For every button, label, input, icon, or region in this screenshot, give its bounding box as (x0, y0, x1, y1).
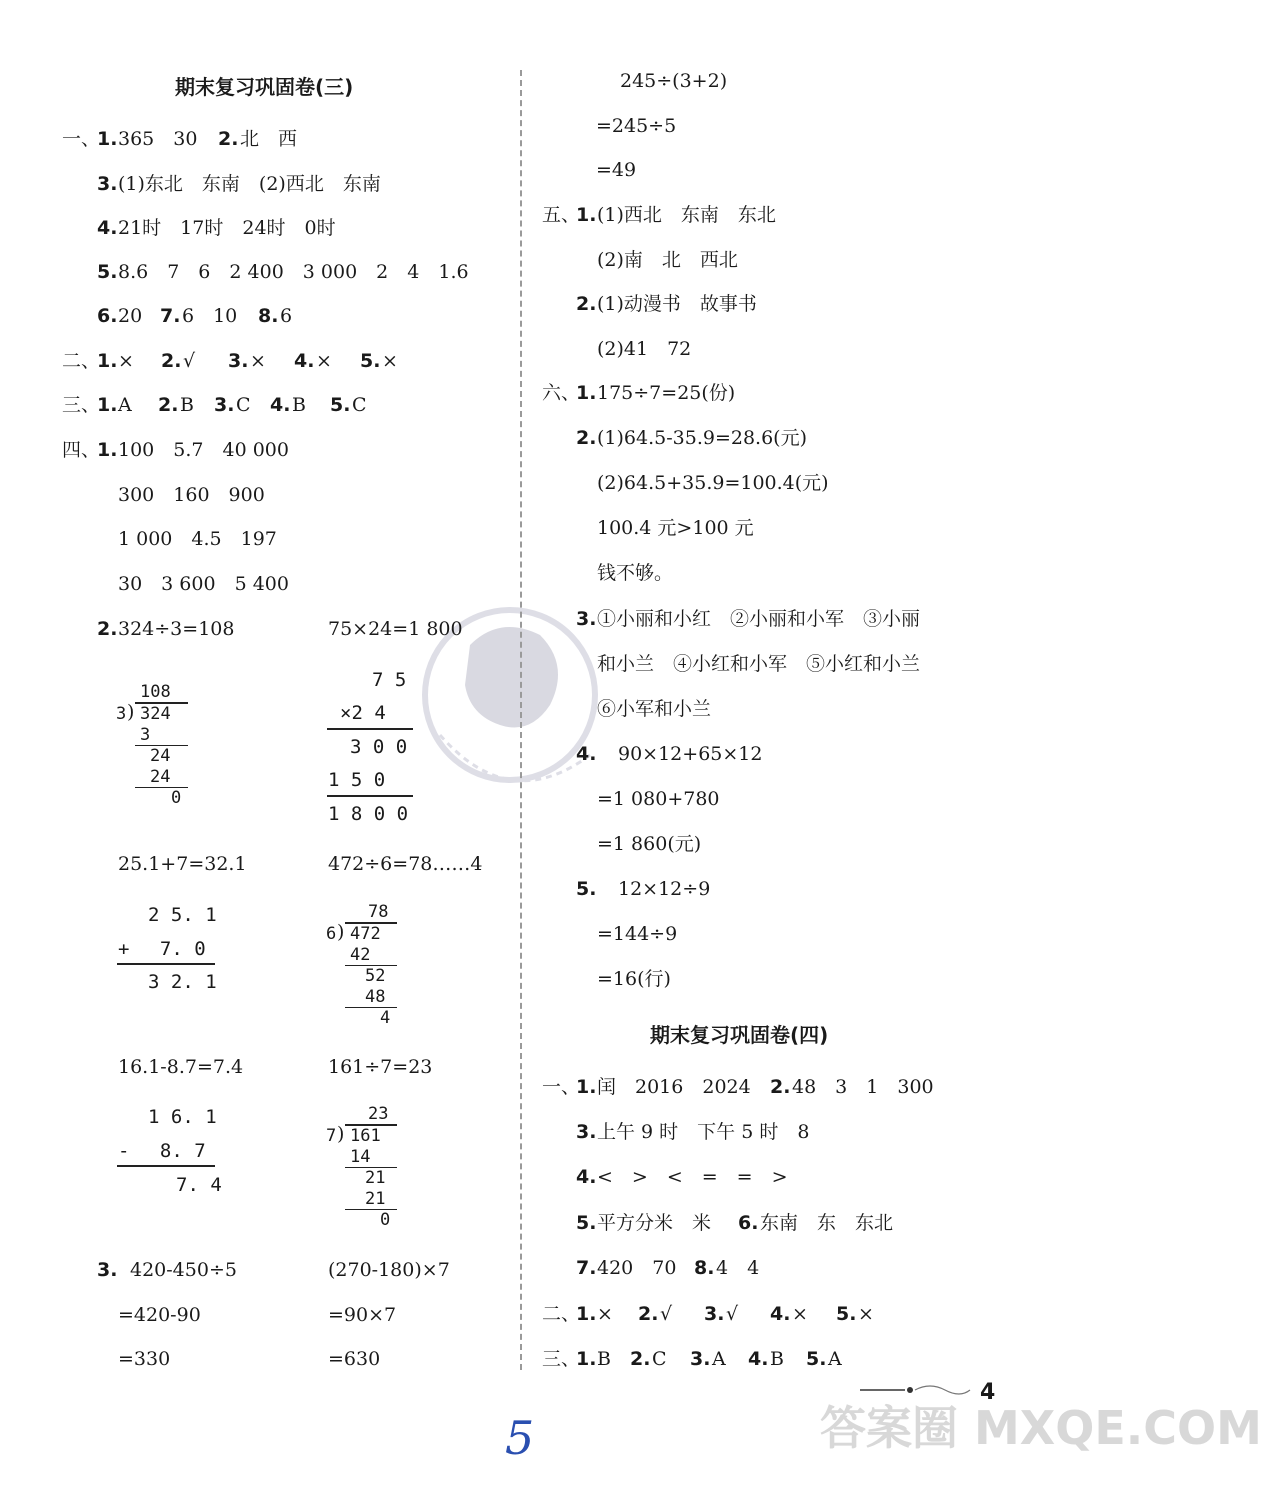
answer-text: 平方分米 米 (597, 1212, 712, 1234)
answer-text: × (382, 350, 398, 372)
equation: =1 860(元) (597, 833, 702, 855)
question-number: 3. (97, 1259, 118, 1281)
page-title: 期末复习巩固卷(三) (175, 75, 354, 99)
answer-text: (1)动漫书 故事书 (597, 293, 757, 315)
vertical-calc-row: + 7. 0 (118, 938, 206, 960)
equation: =144÷9 (597, 923, 678, 945)
answer-text: B (292, 394, 306, 416)
equation: =420-90 (118, 1304, 201, 1326)
division-quotient: 108 (140, 682, 171, 702)
question-number: 4. (97, 217, 118, 239)
answer-row: 1 000 4.5 197 (118, 528, 277, 550)
question-number: 4. (770, 1303, 791, 1325)
division-step: 48 (365, 987, 386, 1007)
answer-text: (2)41 72 (597, 338, 692, 360)
question-number: 2. (576, 427, 597, 449)
question-number: 5. (576, 878, 597, 900)
equation: =330 (118, 1348, 171, 1370)
equation: 420-450÷5 (130, 1259, 237, 1281)
answer-row: 300 160 900 (118, 484, 265, 506)
question-number: 8. (694, 1257, 715, 1279)
vertical-calc-row: 3 2. 1 (148, 971, 217, 993)
equation: 472÷6=78……4 (328, 853, 483, 875)
division-dividend: 161 (350, 1126, 381, 1146)
equation: =16(行) (597, 968, 671, 990)
site-watermark-logo: 答案圈 MXQE.COM (820, 1401, 1262, 1455)
vertical-calc-line (117, 1165, 215, 1167)
section-title: 期末复习巩固卷(四) (650, 1023, 829, 1047)
question-number: 1. (576, 1076, 597, 1098)
vertical-calc-row: 7 5 (372, 669, 407, 691)
section-marker: 四、 (62, 439, 101, 461)
answer-text: A (118, 394, 132, 416)
question-number: 2. (630, 1348, 651, 1370)
equation: 12×12÷9 (618, 878, 711, 900)
division-quotient: 78 (368, 902, 389, 922)
vertical-calc-row: 3 0 0 (350, 736, 408, 758)
division-step: 3 (140, 725, 151, 745)
question-number: 4. (576, 1166, 597, 1188)
answer-text: 6 10 (182, 305, 238, 327)
answer-text: B (180, 394, 194, 416)
question-number: 2. (161, 350, 182, 372)
answer-text: 48 3 1 300 (792, 1076, 934, 1098)
vertical-calc-line (327, 728, 413, 730)
answer-text: 东南 东 东北 (760, 1212, 894, 1234)
answer-text: (2)64.5+35.9=100.4(元) (597, 472, 829, 494)
answer-text: 21时 17时 24时 0时 (118, 217, 336, 239)
division-dividend: 472 (350, 924, 381, 944)
division-bracket: ) (337, 1123, 345, 1145)
answer-text: C (352, 394, 367, 416)
answer-text: × (316, 350, 332, 372)
division-dividend: 324 (140, 704, 171, 724)
answer-text: × (792, 1303, 808, 1325)
question-number: 1. (97, 350, 118, 372)
division-remainder: 4 (380, 1008, 391, 1028)
vertical-calc-row: 1 6. 1 (148, 1106, 217, 1128)
division-step: 14 (350, 1147, 371, 1167)
answer-text: B (597, 1348, 611, 1370)
equation: =245÷5 (596, 115, 677, 137)
question-number: 5. (576, 1212, 597, 1234)
division-bracket: ) (127, 701, 135, 723)
answer-text: 闰 2016 2024 (597, 1076, 751, 1098)
answer-text: × (250, 350, 266, 372)
question-number: 3. (704, 1303, 725, 1325)
vertical-calc-row: 7. 4 (176, 1174, 222, 1196)
question-number: 6. (97, 305, 118, 327)
answer-text: 20 (118, 305, 143, 327)
question-number: 5. (330, 394, 351, 416)
question-number: 3. (576, 1121, 597, 1143)
vertical-calc-line (117, 963, 215, 965)
section-marker: 二、 (542, 1303, 581, 1325)
page-number: 4 (980, 1380, 996, 1405)
vertical-calc-row: 1 5 0 (328, 769, 386, 791)
question-number: 1. (576, 204, 597, 226)
question-number: 2. (770, 1076, 791, 1098)
question-number: 2. (218, 128, 239, 150)
answer-text: 6 (280, 305, 293, 327)
division-bracket: ) (337, 921, 345, 943)
question-number: 4. (576, 743, 597, 765)
division-divisor: 6 (326, 924, 337, 944)
answer-text: < > < = = > (597, 1166, 788, 1188)
vertical-calc-row: 2 5. 1 (148, 904, 217, 926)
question-number: 2. (576, 293, 597, 315)
answer-text: A (828, 1348, 842, 1370)
division-remainder: 0 (171, 788, 182, 808)
question-number: 8. (258, 305, 279, 327)
division-quotient: 23 (368, 1104, 389, 1124)
question-number: 1. (97, 128, 118, 150)
answer-text: 8.6 7 6 2 400 3 000 2 4 1.6 (118, 261, 469, 283)
section-marker: 二、 (62, 350, 101, 372)
answer-text: √ (660, 1303, 673, 1325)
answer-row: 100 5.7 40 000 (118, 439, 289, 461)
question-number: 1. (576, 1303, 597, 1325)
equation: =49 (596, 159, 637, 181)
answer-text: 和小兰 ④小红和小军 ⑤小红和小兰 (597, 653, 921, 675)
division-step: 42 (350, 945, 371, 965)
vertical-calc-row: - 8. 7 (118, 1140, 206, 1162)
answer-text: (1)东北 东南 (2)西北 东南 (118, 173, 381, 195)
answer-text: 365 30 (118, 128, 198, 150)
answer-text: × (118, 350, 134, 372)
equation: 324÷3=108 (118, 618, 235, 640)
question-number: 6. (738, 1212, 759, 1234)
division-step: 52 (365, 966, 386, 986)
vertical-calc-line (327, 795, 413, 797)
answer-text: √ (183, 350, 196, 372)
answer-text: 420 70 (597, 1257, 677, 1279)
answer-text: 4 4 (716, 1257, 760, 1279)
question-number: 4. (748, 1348, 769, 1370)
section-marker: 一、 (542, 1076, 581, 1098)
question-number: 3. (690, 1348, 711, 1370)
equation: 161÷7=23 (328, 1056, 433, 1078)
division-remainder: 0 (380, 1210, 391, 1230)
answer-text: 175÷7=25(份) (597, 382, 736, 404)
equation: 75×24=1 800 (328, 618, 463, 640)
question-number: 2. (97, 618, 118, 640)
question-number: 1. (576, 1348, 597, 1370)
answer-text: 上午 9 时 下午 5 时 8 (597, 1121, 810, 1143)
answer-text: B (770, 1348, 784, 1370)
question-number: 2. (158, 394, 179, 416)
footer-ornament-icon (860, 1382, 970, 1398)
division-step: 21 (365, 1168, 386, 1188)
vertical-calc-row: 1 8 0 0 (328, 803, 409, 825)
equation: (270-180)×7 (328, 1259, 450, 1281)
question-number: 3. (576, 608, 597, 630)
question-number: 3. (228, 350, 249, 372)
answer-text: ①小丽和小红 ②小丽和小军 ③小丽 (597, 608, 921, 630)
equation: =630 (328, 1348, 381, 1370)
answer-text: (1)西北 东南 东北 (597, 204, 776, 226)
answer-text: 钱不够。 (597, 562, 674, 584)
answer-text: 100.4 元>100 元 (597, 517, 754, 539)
question-number: 1. (97, 394, 118, 416)
equation: =1 080+780 (597, 788, 720, 810)
question-number: 2. (638, 1303, 659, 1325)
division-divisor: 7 (326, 1126, 337, 1146)
equation: =90×7 (328, 1304, 397, 1326)
answer-text: C (236, 394, 251, 416)
section-marker: 六、 (542, 382, 581, 404)
answer-text: A (712, 1348, 726, 1370)
question-number: 5. (97, 261, 118, 283)
answer-text: (2)南 北 西北 (597, 249, 738, 271)
division-step: 24 (150, 746, 171, 766)
division-step: 21 (365, 1189, 386, 1209)
handwritten-mark: 5 (505, 1411, 535, 1465)
question-number: 1. (576, 382, 597, 404)
answer-text: C (652, 1348, 667, 1370)
question-number: 3. (214, 394, 235, 416)
answer-text: × (858, 1303, 874, 1325)
equation: 25.1+7=32.1 (118, 853, 247, 875)
section-marker: 三、 (542, 1348, 581, 1370)
division-divisor: 3 (116, 704, 127, 724)
answer-text: 北 西 (240, 128, 298, 150)
answer-text: √ (726, 1303, 739, 1325)
column-divider (520, 70, 522, 1370)
question-number: 4. (294, 350, 315, 372)
answer-row: 30 3 600 5 400 (118, 573, 289, 595)
question-number: 4. (270, 394, 291, 416)
question-number: 5. (806, 1348, 827, 1370)
question-number: 5. (360, 350, 381, 372)
equation: 245÷(3+2) (620, 70, 728, 92)
question-number: 5. (836, 1303, 857, 1325)
section-marker: 一、 (62, 128, 101, 150)
section-marker: 三、 (62, 394, 101, 416)
question-number: 3. (97, 173, 118, 195)
vertical-calc-row: ×2 4 (340, 702, 386, 724)
question-number: 7. (160, 305, 181, 327)
question-number: 7. (576, 1257, 597, 1279)
answer-text: × (597, 1303, 613, 1325)
equation: 90×12+65×12 (618, 743, 763, 765)
division-step: 24 (150, 767, 171, 787)
section-marker: 五、 (542, 204, 581, 226)
question-number: 1. (97, 439, 118, 461)
answer-text: ⑥小军和小兰 (597, 698, 712, 720)
answer-text: (1)64.5-35.9=28.6(元) (597, 427, 807, 449)
equation: 16.1-8.7=7.4 (118, 1056, 244, 1078)
